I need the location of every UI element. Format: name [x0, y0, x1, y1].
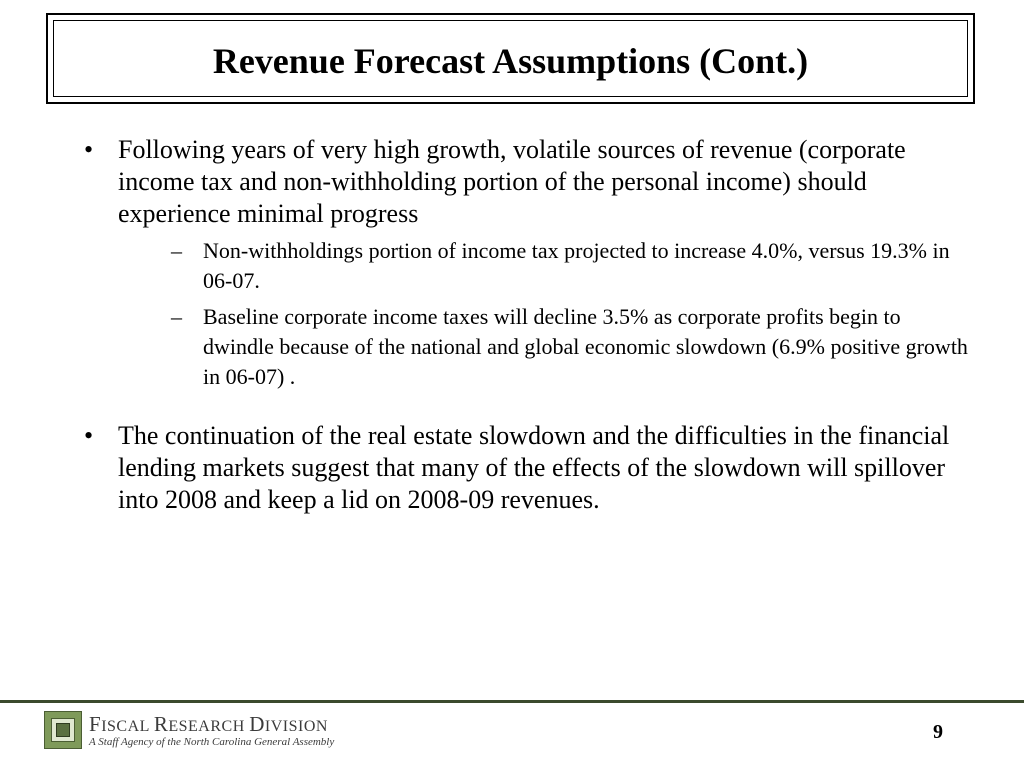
logo-inner-square: [51, 718, 75, 742]
fiscal-research-logo-icon: [44, 711, 82, 749]
dash-marker: –: [171, 238, 182, 263]
org-word-rest: ESEARCH: [168, 718, 250, 735]
sub-bullet-text: Baseline corporate income taxes will decline 3.5% as corporate profits begin to dwindle because of the national and global economic slowdown (6.9% positive growth in 06-07) .: [203, 304, 968, 389]
slide-content: [78, 134, 968, 532]
bullet-text: The continuation of the real estate slowdown and the difficulties in the financial lending markets suggest that many of the effects of the slowdown will spillover into 2008 and keep a lid on 2008-09 revenues.: [118, 421, 950, 514]
bullet-item: [78, 134, 968, 392]
org-initial: F: [89, 712, 102, 736]
title-frame: [46, 13, 975, 104]
bullet-marker: •: [84, 421, 94, 450]
sub-bullet-item: [118, 236, 968, 296]
footer-divider: [0, 700, 1024, 703]
org-word-rest: ISCAL: [101, 718, 154, 735]
org-initial: R: [153, 712, 169, 736]
bullet-marker: •: [84, 135, 94, 164]
sub-bullet-list: [118, 236, 968, 392]
org-subtitle: A Staff Agency of the North Carolina General Assembly: [89, 736, 335, 748]
org-word-rest: IVISION: [264, 718, 328, 735]
org-name: [89, 713, 328, 738]
dash-marker: –: [171, 304, 182, 329]
bullet-item: [78, 420, 968, 516]
page-number: 9: [933, 721, 943, 743]
slide-title: Revenue Forecast Assumptions (Cont.): [212, 41, 809, 81]
org-initial: D: [249, 712, 265, 736]
logo-core-square: [56, 723, 70, 737]
sub-bullet-text: Non-withholdings portion of income tax projected to increase 4.0%, versus 19.3% in 06-07.: [203, 238, 950, 293]
bullet-text: Following years of very high growth, volatile sources of revenue (corporate income tax and non-withholding portion of the personal income) should experience minimal progress: [118, 135, 906, 228]
sub-bullet-item: [118, 302, 968, 392]
